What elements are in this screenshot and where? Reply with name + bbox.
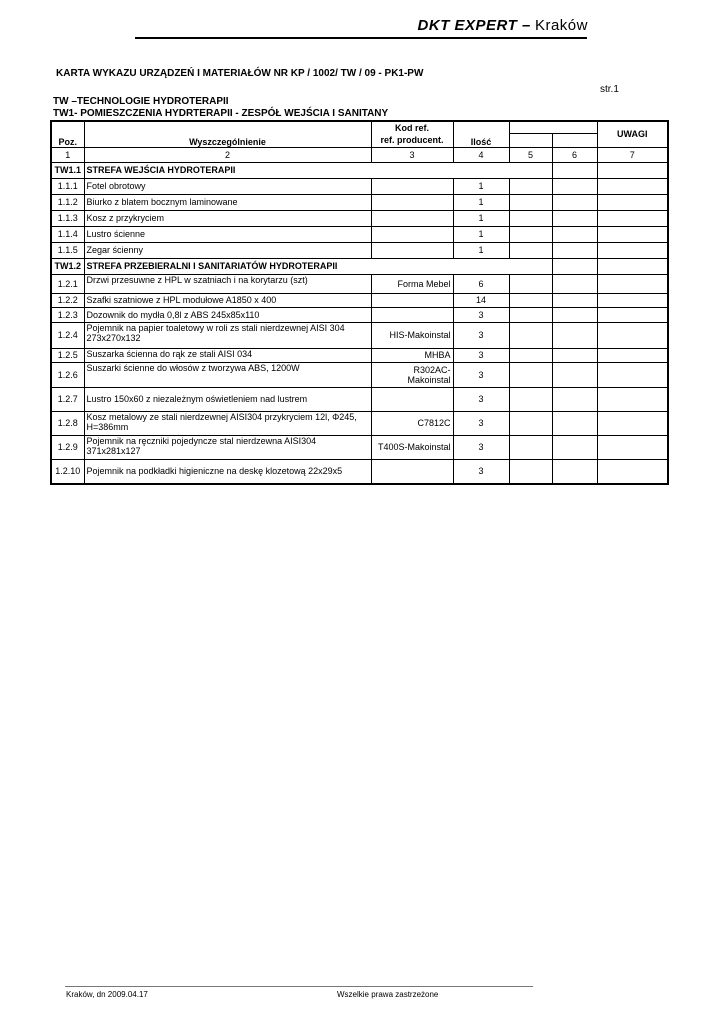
row-blank-5 — [509, 348, 552, 362]
column-number-row — [51, 147, 668, 162]
row-poz: 1.2.9 — [51, 435, 84, 459]
table-row — [51, 242, 668, 258]
row-ref-code: T400S-Makoinstal — [371, 435, 453, 459]
table-row — [51, 307, 668, 322]
row-blank-5 — [509, 226, 552, 242]
row-poz: 1.2.5 — [51, 348, 84, 362]
row-description: Biurko z blatem bocznym laminowane — [84, 194, 371, 210]
row-poz: 1.2.7 — [51, 387, 84, 411]
row-ref-code — [371, 293, 453, 307]
row-ref-code: Forma Mebel — [371, 274, 453, 293]
row-ref-code: MHBA — [371, 348, 453, 362]
row-quantity: 3 — [453, 435, 509, 459]
row-poz: 1.2.6 — [51, 362, 84, 387]
section-row — [51, 162, 668, 178]
row-poz: 1.1.3 — [51, 210, 84, 226]
equipment-table — [50, 120, 669, 485]
row-description: Suszarki ścienne do włosów z tworzywa ABS, 1200W — [84, 362, 371, 387]
row-notes — [597, 307, 668, 322]
document-title: KARTA WYKAZU URZĄDZEŃ I MATERIAŁÓW NR KP / 1002/ TW / 09 - PK1-PW — [56, 68, 424, 79]
row-description: Kosz metalowy ze stali nierdzewnej AISI304 przykryciem 12l, Φ245, H=386mm — [84, 411, 371, 435]
header-qty: Ilość — [453, 121, 509, 147]
table-row — [51, 210, 668, 226]
row-blank-6 — [552, 435, 597, 459]
row-blank-5 — [509, 387, 552, 411]
row-quantity: 3 — [453, 322, 509, 348]
row-description: Lustro 150x60 z niezależnym oświetleniem nad lustrem — [84, 387, 371, 411]
row-description: Pojemnik na ręczniki pojedyncze stal nierdzewna AISI304 371x281x127 — [84, 435, 371, 459]
row-blank-6 — [552, 293, 597, 307]
row-quantity: 1 — [453, 178, 509, 194]
footer-divider — [65, 986, 533, 987]
section-code: TW1.1 — [51, 162, 84, 178]
row-notes — [597, 348, 668, 362]
table-row — [51, 435, 668, 459]
row-quantity: 1 — [453, 210, 509, 226]
row-blank-5 — [509, 194, 552, 210]
header-poz: Poz. — [51, 121, 84, 147]
row-blank-6 — [552, 411, 597, 435]
row-notes — [597, 194, 668, 210]
row-blank-6 — [552, 387, 597, 411]
row-blank-6 — [552, 274, 597, 293]
column-number-cell: 7 — [597, 147, 668, 162]
row-blank-6 — [552, 226, 597, 242]
row-quantity: 3 — [453, 348, 509, 362]
row-blank-6 — [552, 307, 597, 322]
row-poz: 1.1.1 — [51, 178, 84, 194]
row-blank-5 — [509, 307, 552, 322]
row-description: Fotel obrotowy — [84, 178, 371, 194]
column-number-cell: 6 — [552, 147, 597, 162]
row-notes — [597, 435, 668, 459]
table-row — [51, 348, 668, 362]
row-ref-code — [371, 210, 453, 226]
column-number-cell: 1 — [51, 147, 84, 162]
header-code-line2: ref. producent. — [371, 133, 453, 147]
row-blank-5 — [509, 362, 552, 387]
section-title: STREFA WEJŚCIA HYDROTERAPII — [84, 162, 552, 178]
row-blank-6 — [552, 459, 597, 484]
row-quantity: 1 — [453, 226, 509, 242]
column-number-cell: 2 — [84, 147, 371, 162]
row-description: Dozownik do mydła 0,8l z ABS 245x85x110 — [84, 307, 371, 322]
row-blank-5 — [509, 411, 552, 435]
row-ref-code — [371, 226, 453, 242]
row-notes — [597, 226, 668, 242]
section-blank-7 — [597, 162, 668, 178]
row-notes — [597, 387, 668, 411]
row-notes — [597, 210, 668, 226]
row-blank-6 — [552, 194, 597, 210]
header-desc: Wyszczególnienie — [84, 121, 371, 147]
page-number: str.1 — [600, 84, 619, 95]
row-quantity: 3 — [453, 387, 509, 411]
column-number-cell: 3 — [371, 147, 453, 162]
row-quantity: 6 — [453, 274, 509, 293]
table-row — [51, 226, 668, 242]
section-blank-6 — [552, 258, 597, 274]
brand-name: DKT EXPERT – — [417, 17, 531, 34]
row-description: Zegar ścienny — [84, 242, 371, 258]
items-body — [51, 162, 668, 484]
row-blank-6 — [552, 348, 597, 362]
row-notes — [597, 242, 668, 258]
row-description: Drzwi przesuwne z HPL w szatniach i na korytarzu (szt) — [84, 274, 371, 293]
row-notes — [597, 293, 668, 307]
row-notes — [597, 274, 668, 293]
row-blank-5 — [509, 459, 552, 484]
header-blank-6 — [552, 133, 597, 147]
row-quantity: 1 — [453, 194, 509, 210]
row-quantity: 1 — [453, 242, 509, 258]
table-row — [51, 362, 668, 387]
row-description: Lustro ścienne — [84, 226, 371, 242]
row-notes — [597, 459, 668, 484]
header-row-top — [51, 121, 668, 133]
row-poz: 1.1.2 — [51, 194, 84, 210]
row-description: Szafki szatniowe z HPL modułowe A1850 x 400 — [84, 293, 371, 307]
row-ref-code: HIS-Makoinstal — [371, 322, 453, 348]
table-row — [51, 411, 668, 435]
row-ref-code — [371, 459, 453, 484]
row-description: Pojemnik na podkładki higieniczne na deskę klozetową 22x29x5 — [84, 459, 371, 484]
row-blank-5 — [509, 435, 552, 459]
footer-date: Kraków, dn 2009.04.17 — [66, 990, 148, 999]
row-poz: 1.2.10 — [51, 459, 84, 484]
brand-logo — [418, 17, 588, 34]
section-blank-7 — [597, 258, 668, 274]
row-poz: 1.2.8 — [51, 411, 84, 435]
table-row — [51, 459, 668, 484]
header-blank-group — [509, 121, 597, 133]
row-notes — [597, 362, 668, 387]
row-description: Suszarka ścienna do rąk ze stali AISI 034 — [84, 348, 371, 362]
row-poz: 1.2.2 — [51, 293, 84, 307]
section-blank-6 — [552, 162, 597, 178]
row-quantity: 3 — [453, 307, 509, 322]
header-divider — [135, 37, 587, 39]
row-notes — [597, 178, 668, 194]
row-blank-6 — [552, 362, 597, 387]
footer-copyright: Wszelkie prawa zastrzeżone — [337, 990, 439, 999]
row-quantity: 3 — [453, 411, 509, 435]
column-number-cell: 4 — [453, 147, 509, 162]
section-title-rooms: TW1- POMIESZCZENIA HYDRTERAPII - ZESPÓŁ WEJŚCIA I SANITANY — [53, 108, 389, 119]
row-ref-code — [371, 387, 453, 411]
row-ref-code: R302AC-Makoinstal — [371, 362, 453, 387]
table-row — [51, 274, 668, 293]
row-blank-6 — [552, 178, 597, 194]
row-poz: 1.2.3 — [51, 307, 84, 322]
row-quantity: 3 — [453, 459, 509, 484]
header-blank-5 — [509, 133, 552, 147]
row-blank-5 — [509, 322, 552, 348]
row-blank-6 — [552, 242, 597, 258]
row-ref-code: C7812C — [371, 411, 453, 435]
column-number-cell: 5 — [509, 147, 552, 162]
section-title-technology: TW –TECHNOLOGIE HYDROTERAPII — [53, 96, 229, 107]
header-notes: UWAGI — [597, 121, 668, 147]
row-blank-5 — [509, 178, 552, 194]
row-ref-code — [371, 194, 453, 210]
row-poz: 1.2.1 — [51, 274, 84, 293]
row-blank-5 — [509, 274, 552, 293]
table-row — [51, 322, 668, 348]
row-notes — [597, 411, 668, 435]
row-description: Kosz z przykryciem — [84, 210, 371, 226]
section-title: STREFA PRZEBIERALNI I SANITARIATÓW HYDROTERAPII — [84, 258, 552, 274]
section-row — [51, 258, 668, 274]
row-quantity: 14 — [453, 293, 509, 307]
row-ref-code — [371, 307, 453, 322]
row-blank-5 — [509, 210, 552, 226]
table-row — [51, 194, 668, 210]
row-description: Pojemnik na papier toaletowy w roli zs stali nierdzewnej AISI 304 273x270x132 — [84, 322, 371, 348]
table-row — [51, 178, 668, 194]
row-blank-5 — [509, 293, 552, 307]
table-row — [51, 387, 668, 411]
row-notes — [597, 322, 668, 348]
table-row — [51, 293, 668, 307]
row-poz: 1.1.5 — [51, 242, 84, 258]
row-ref-code — [371, 242, 453, 258]
row-poz: 1.2.4 — [51, 322, 84, 348]
row-ref-code — [371, 178, 453, 194]
row-poz: 1.1.4 — [51, 226, 84, 242]
row-quantity: 3 — [453, 362, 509, 387]
row-blank-6 — [552, 322, 597, 348]
brand-city: Kraków — [534, 17, 588, 34]
row-blank-5 — [509, 242, 552, 258]
section-code: TW1.2 — [51, 258, 84, 274]
header-code-line1: Kod ref. — [371, 121, 453, 133]
row-blank-6 — [552, 210, 597, 226]
